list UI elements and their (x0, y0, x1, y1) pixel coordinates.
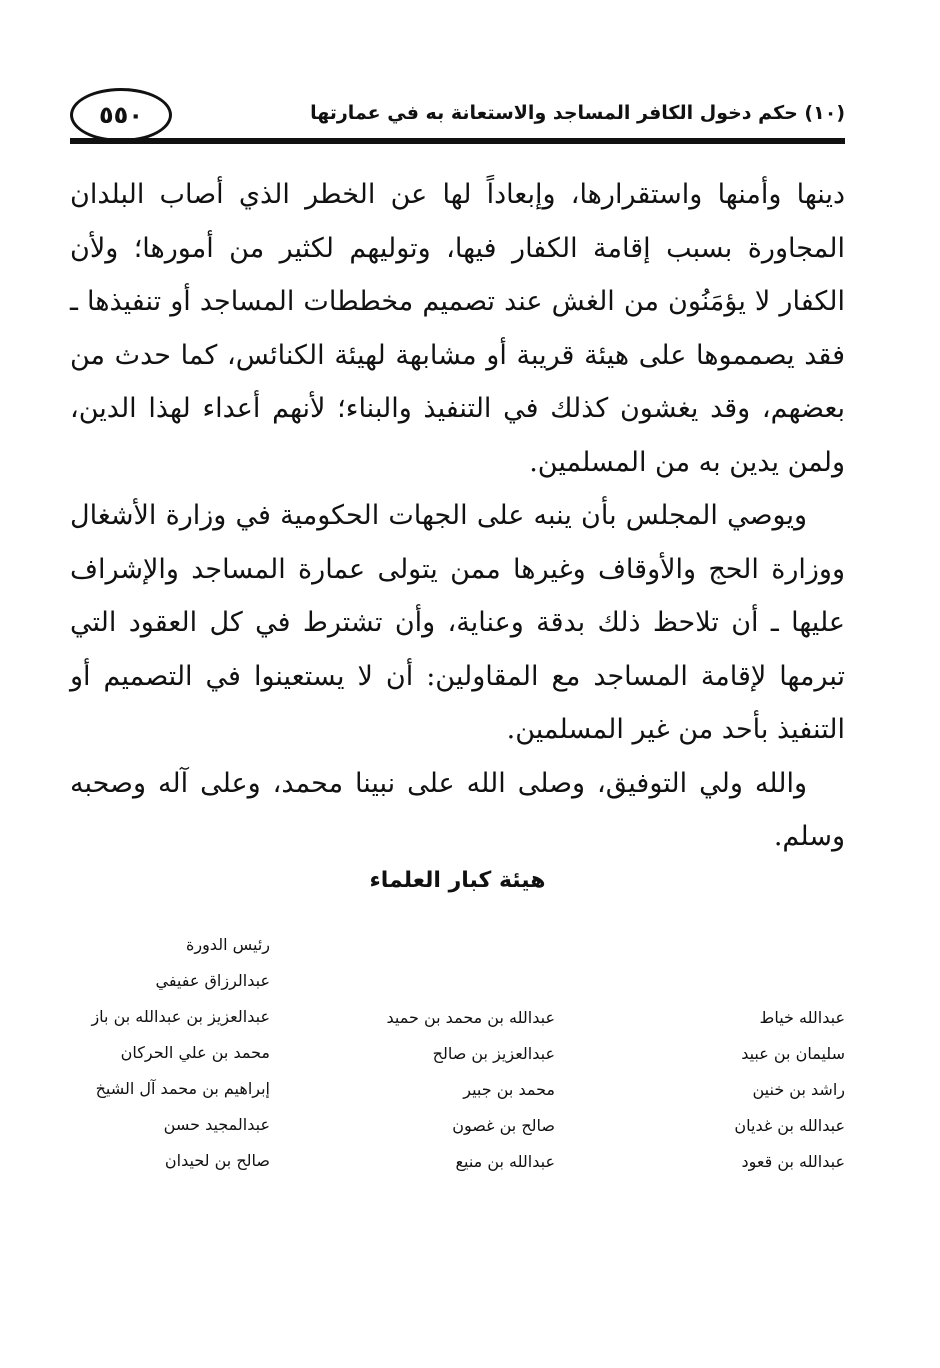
signature: عبدالله بن منيع (455, 1152, 555, 1171)
paragraph-3: والله ولي التوفيق، وصلى الله على نبينا محمد، وعلى آله وصحبه وسلم. (70, 767, 845, 852)
signature: عبدالرزاق عفيفي (155, 971, 270, 990)
signatures-middle-column (387, 1000, 556, 1180)
signatures-left-column (91, 927, 270, 1179)
signature: محمد بن علي الحركان (120, 1043, 270, 1062)
paragraph-2: ويوصي المجلس بأن ينبه على الجهات الحكومية في وزارة الأشغال ووزارة الحج والأوقاف وغيرها ممن يتولى عمارة المساجد والإشراف عليها ـ أن تلاحظ ذلك بدقة وعناية، وأن تشترط في كل العقود التي تبرمها لإقامة المساجد مع المقاولين: أن لا يستعينوا في التصميم أو التنفيذ بأحد من غير المسلمين. (70, 500, 845, 745)
signature: عبدالله بن قعود (741, 1152, 845, 1171)
running-title: (١٠) حكم دخول الكافر المساجد والاستعانة به في عمارتها (310, 102, 845, 124)
signature: عبدالله خياط (759, 1008, 845, 1027)
signature: عبدالله بن غديان (734, 1116, 845, 1135)
signature: إبراهيم بن محمد آل الشيخ (95, 1079, 270, 1098)
signature: صالح بن غصون (452, 1116, 555, 1135)
signature: عبدالله بن محمد بن حميد (386, 1008, 555, 1027)
signature: صالح بن لحيدان (164, 1151, 270, 1170)
body-text (70, 168, 845, 864)
session-chair-label: رئيس الدورة (185, 935, 270, 954)
header-rule (70, 138, 845, 144)
signature: عبدالمجيد حسن (163, 1115, 270, 1134)
signature: عبدالعزيز بن عبدالله بن باز (91, 1007, 270, 1026)
council-title: هيئة كبار العلماء (369, 868, 546, 893)
paragraph-1: دينها وأمنها واستقرارها، وإبعاداً لها عن الخطر الذي أصاب البلدان المجاورة بسبب إقامة الكفار فيها، وتوليهم لكثير من أمورها؛ ولأن الكفار لا يؤمَنُون من الغش عند تصميم مخططات المساجد أو تنفيذها ـ فقد يصمموها على هيئة قريبة أو مشابهة لهيئة الكنائس، كما حدث من بعضهم، وقد يغشون كذلك في التنفيذ والبناء؛ لأنهم أعداء لهذا الدين، ولمن يدين به من المسلمين. (70, 179, 845, 478)
signature: محمد بن جبير (463, 1080, 555, 1099)
signature: راشد بن خنين (752, 1080, 845, 1099)
page-number: ٥٥٠ (70, 88, 172, 142)
page-header (70, 88, 845, 150)
signature: عبدالعزيز بن صالح (432, 1044, 555, 1063)
signatures-right-column (734, 1000, 845, 1180)
signature: سليمان بن عبيد (741, 1044, 845, 1063)
